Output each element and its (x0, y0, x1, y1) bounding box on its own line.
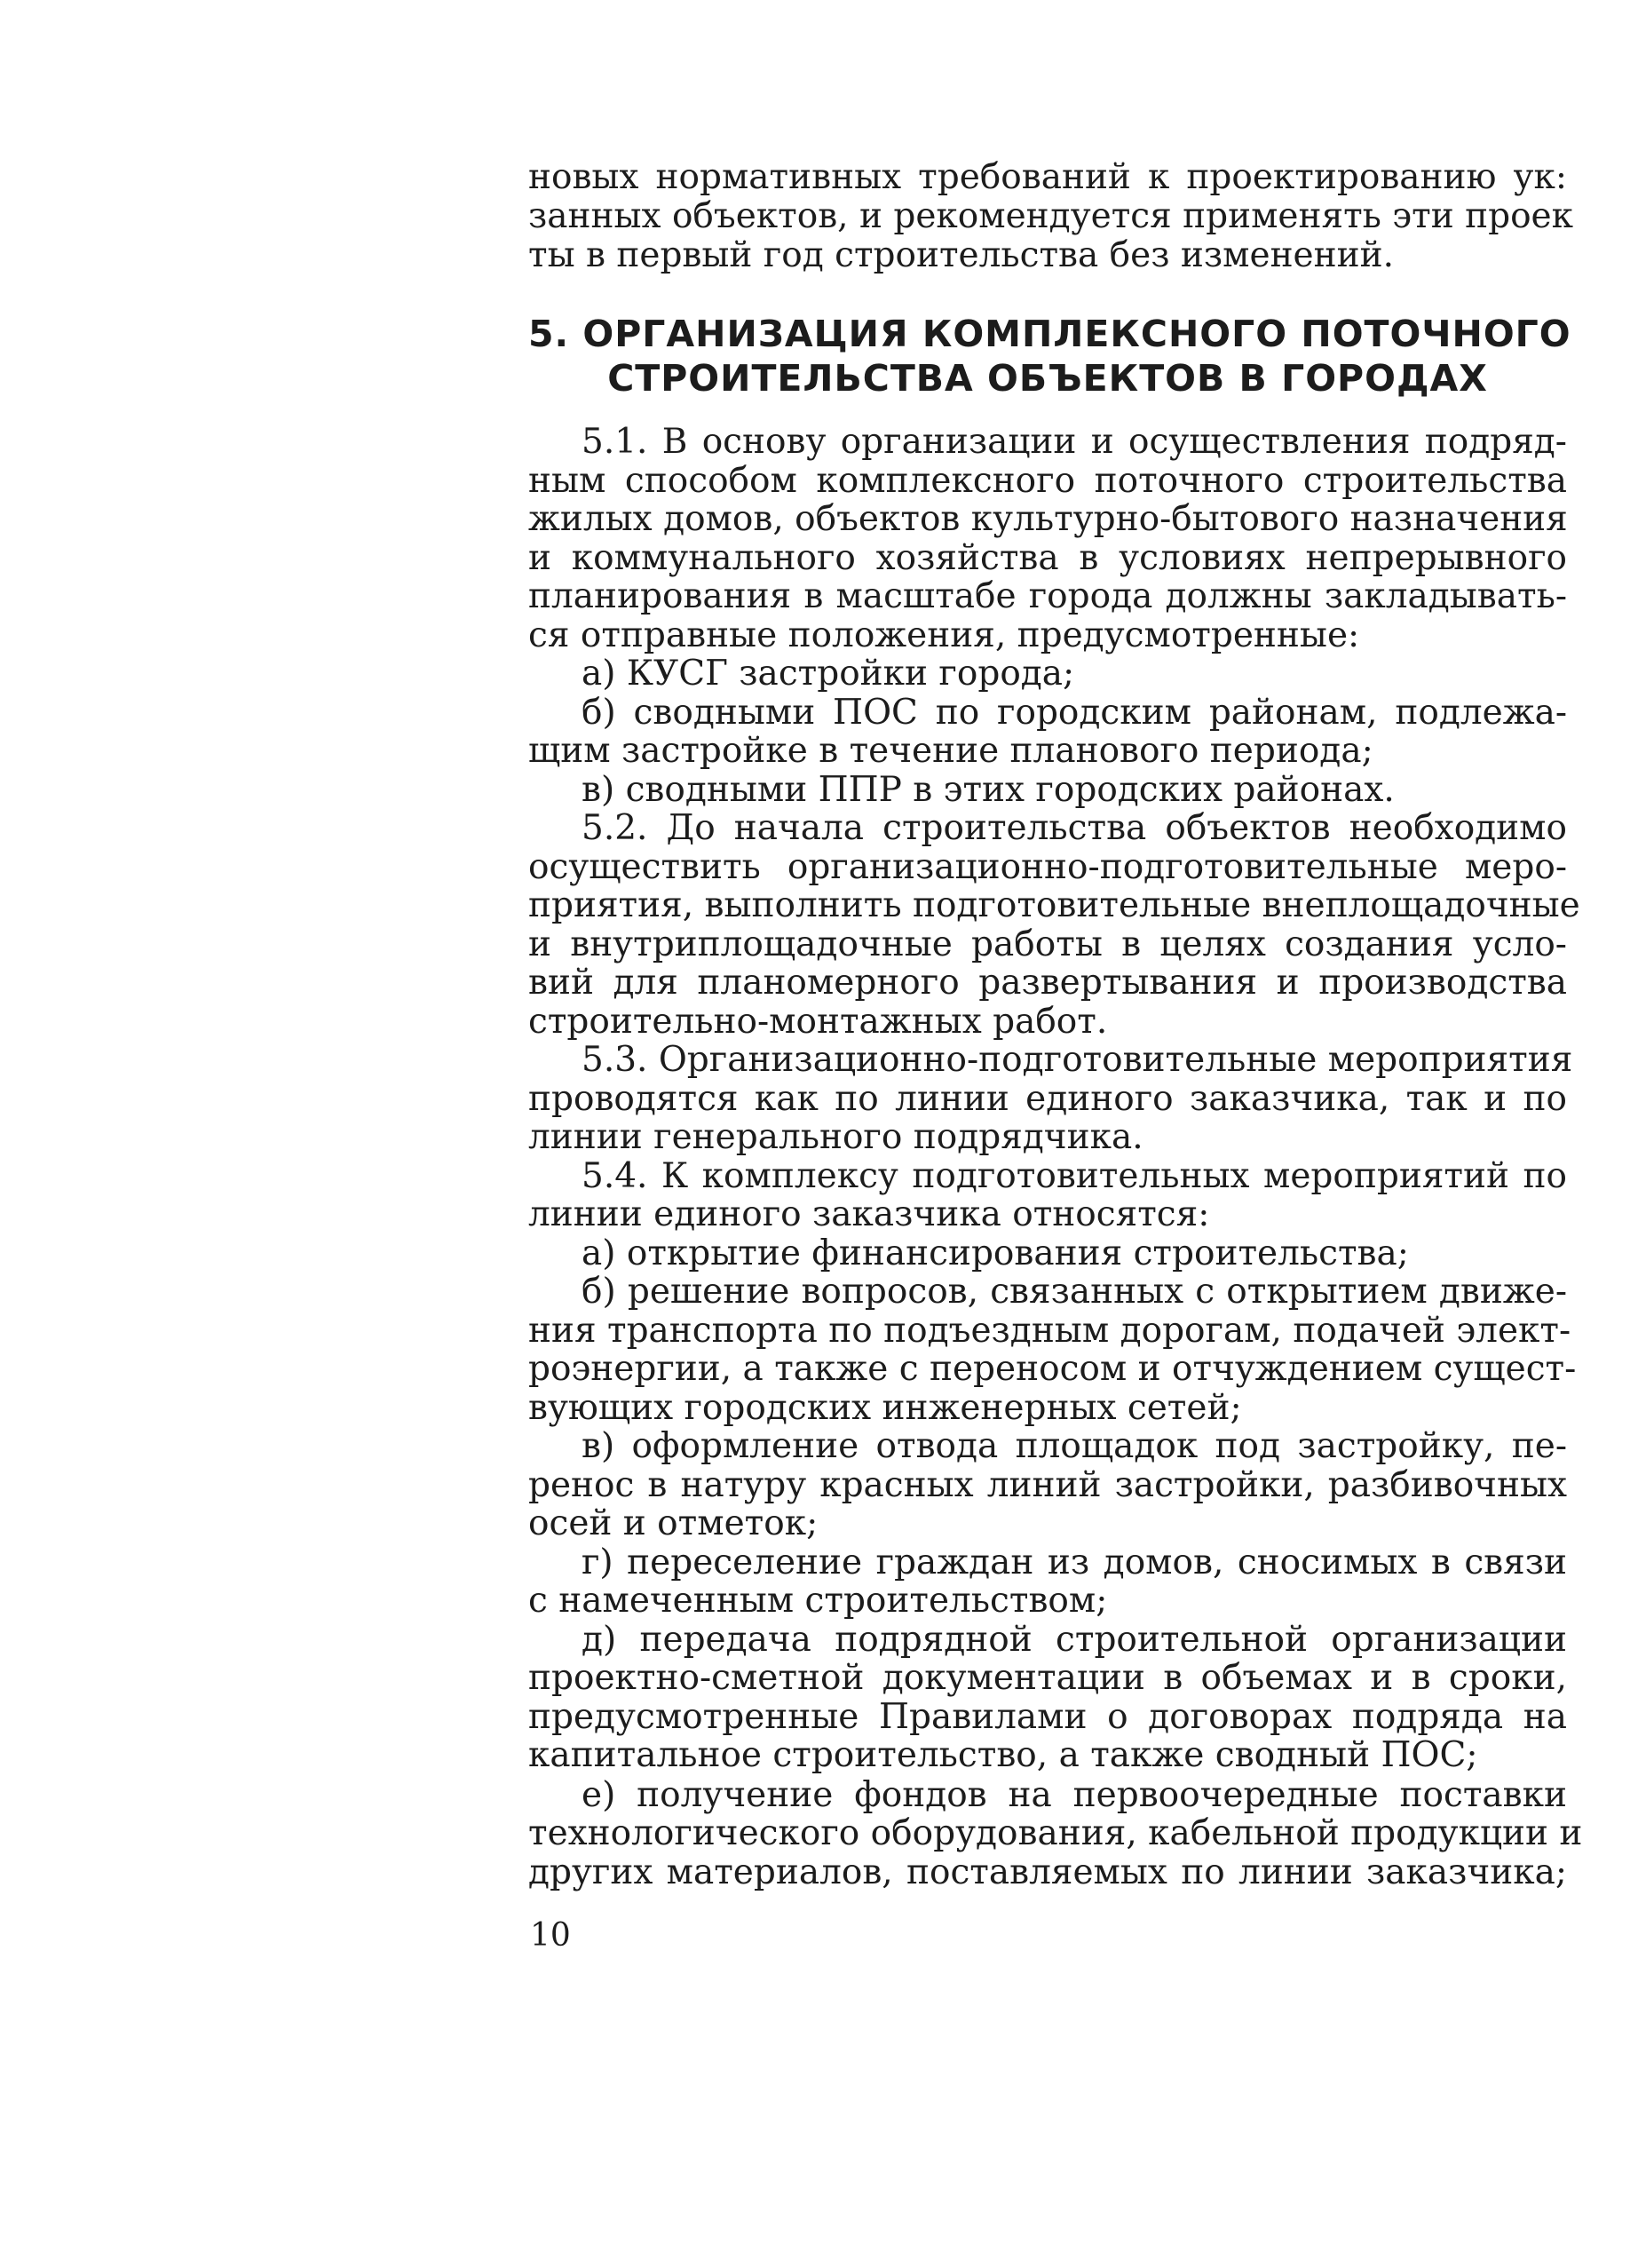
list-item-v: в) оформление отвода площадок под застройку, пе- (582, 1426, 1567, 1466)
text-line: ся отправные положения, предусмотренные: (528, 615, 1360, 655)
list-item-a: а) КУСГ застройки города; (582, 654, 1075, 694)
text-line: ты в первый год строительства без изменений. (528, 235, 1395, 275)
text-line: щим застройке в течение планового периода; (528, 731, 1373, 771)
paragraph-5-4: 5.4. К комплексу подготовительных мероприятий по (582, 1156, 1567, 1196)
text-line: планирования в масштабе города должны закладывать- (528, 576, 1567, 616)
text-line: осуществить организационно-подготовительные меро- (528, 847, 1567, 887)
text-line: капитальное строительство, а также сводный ПОС; (528, 1735, 1478, 1775)
list-item-d: д) передача подрядной строительной организации (582, 1620, 1567, 1660)
text-line: с намеченным строительством; (528, 1581, 1108, 1621)
text-line: занных объектов, и рекомендуется применять эти проек (528, 196, 1574, 236)
text-line: предусмотренные Правилами о договорах подряда на (528, 1697, 1567, 1737)
text-line: осей и отметок; (528, 1503, 819, 1543)
text-line: вующих городских инженерных сетей; (528, 1388, 1242, 1428)
list-item-b: б) решение вопросов, связанных с открытием движе- (582, 1272, 1567, 1312)
text-line: ренос в натуру красных линий застройки, разбивочных (528, 1465, 1567, 1505)
text-line: проектно-сметной документации в объемах и в сроки, (528, 1658, 1567, 1698)
paragraph-5-3: 5.3. Организационно-подготовительные мероприятия (582, 1040, 1573, 1080)
page-number: 10 (530, 1917, 571, 1954)
list-item-g: г) переселение граждан из домов, сносимых в связи (582, 1542, 1567, 1582)
text-line: приятия, выполнить подготовительные внеплощадочные (528, 885, 1580, 925)
text-line: линии единого заказчика относятся: (528, 1194, 1210, 1234)
text-line: других материалов, поставляемых по линии заказчика; (528, 1852, 1567, 1892)
text-line: вий для планомерного развертывания и производства (528, 963, 1567, 1003)
text-line: ния транспорта по подъездным дорогам, подачей элект- (528, 1311, 1571, 1351)
text-line: технологического оборудования, кабельной продукции и (528, 1813, 1583, 1853)
text-line: роэнергии, а также с переносом и отчуждением сущест- (528, 1349, 1577, 1389)
text-line: строительно-монтажных работ. (528, 1002, 1108, 1042)
text-line: и коммунального хозяйства в условиях непрерывного (528, 538, 1567, 578)
text-line: ным способом комплексного поточного строительства (528, 461, 1567, 501)
section-heading: СТРОИТЕЛЬСТВА ОБЪЕКТОВ В ГОРОДАХ (607, 357, 1488, 400)
list-item-b: б) сводными ПОС по городским районам, подлежа- (582, 693, 1567, 733)
text-line: проводятся как по линии единого заказчика, так и по (528, 1079, 1567, 1119)
text-line: новых нормативных требований к проектированию ук: (528, 157, 1567, 197)
list-item-v: в) сводными ППР в этих городских районах. (582, 770, 1395, 810)
list-item-e: е) получение фондов на первоочередные поставки (582, 1775, 1567, 1815)
section-heading: 5. ОРГАНИЗАЦИЯ КОМПЛЕКСНОГО ПОТОЧНОГО (528, 313, 1571, 355)
text-line: и внутриплощадочные работы в целях создания усло- (528, 924, 1567, 964)
text-line: жилых домов, объектов культурно-бытового назначения (528, 499, 1568, 539)
paragraph-5-2: 5.2. До начала строительства объектов необходимо (582, 808, 1567, 848)
paragraph-5-1: 5.1. В основу организации и осуществления подряд- (582, 422, 1567, 462)
list-item-a: а) открытие финансирования строительства; (582, 1233, 1409, 1273)
text-line: линии генерального подрядчика. (528, 1117, 1143, 1157)
